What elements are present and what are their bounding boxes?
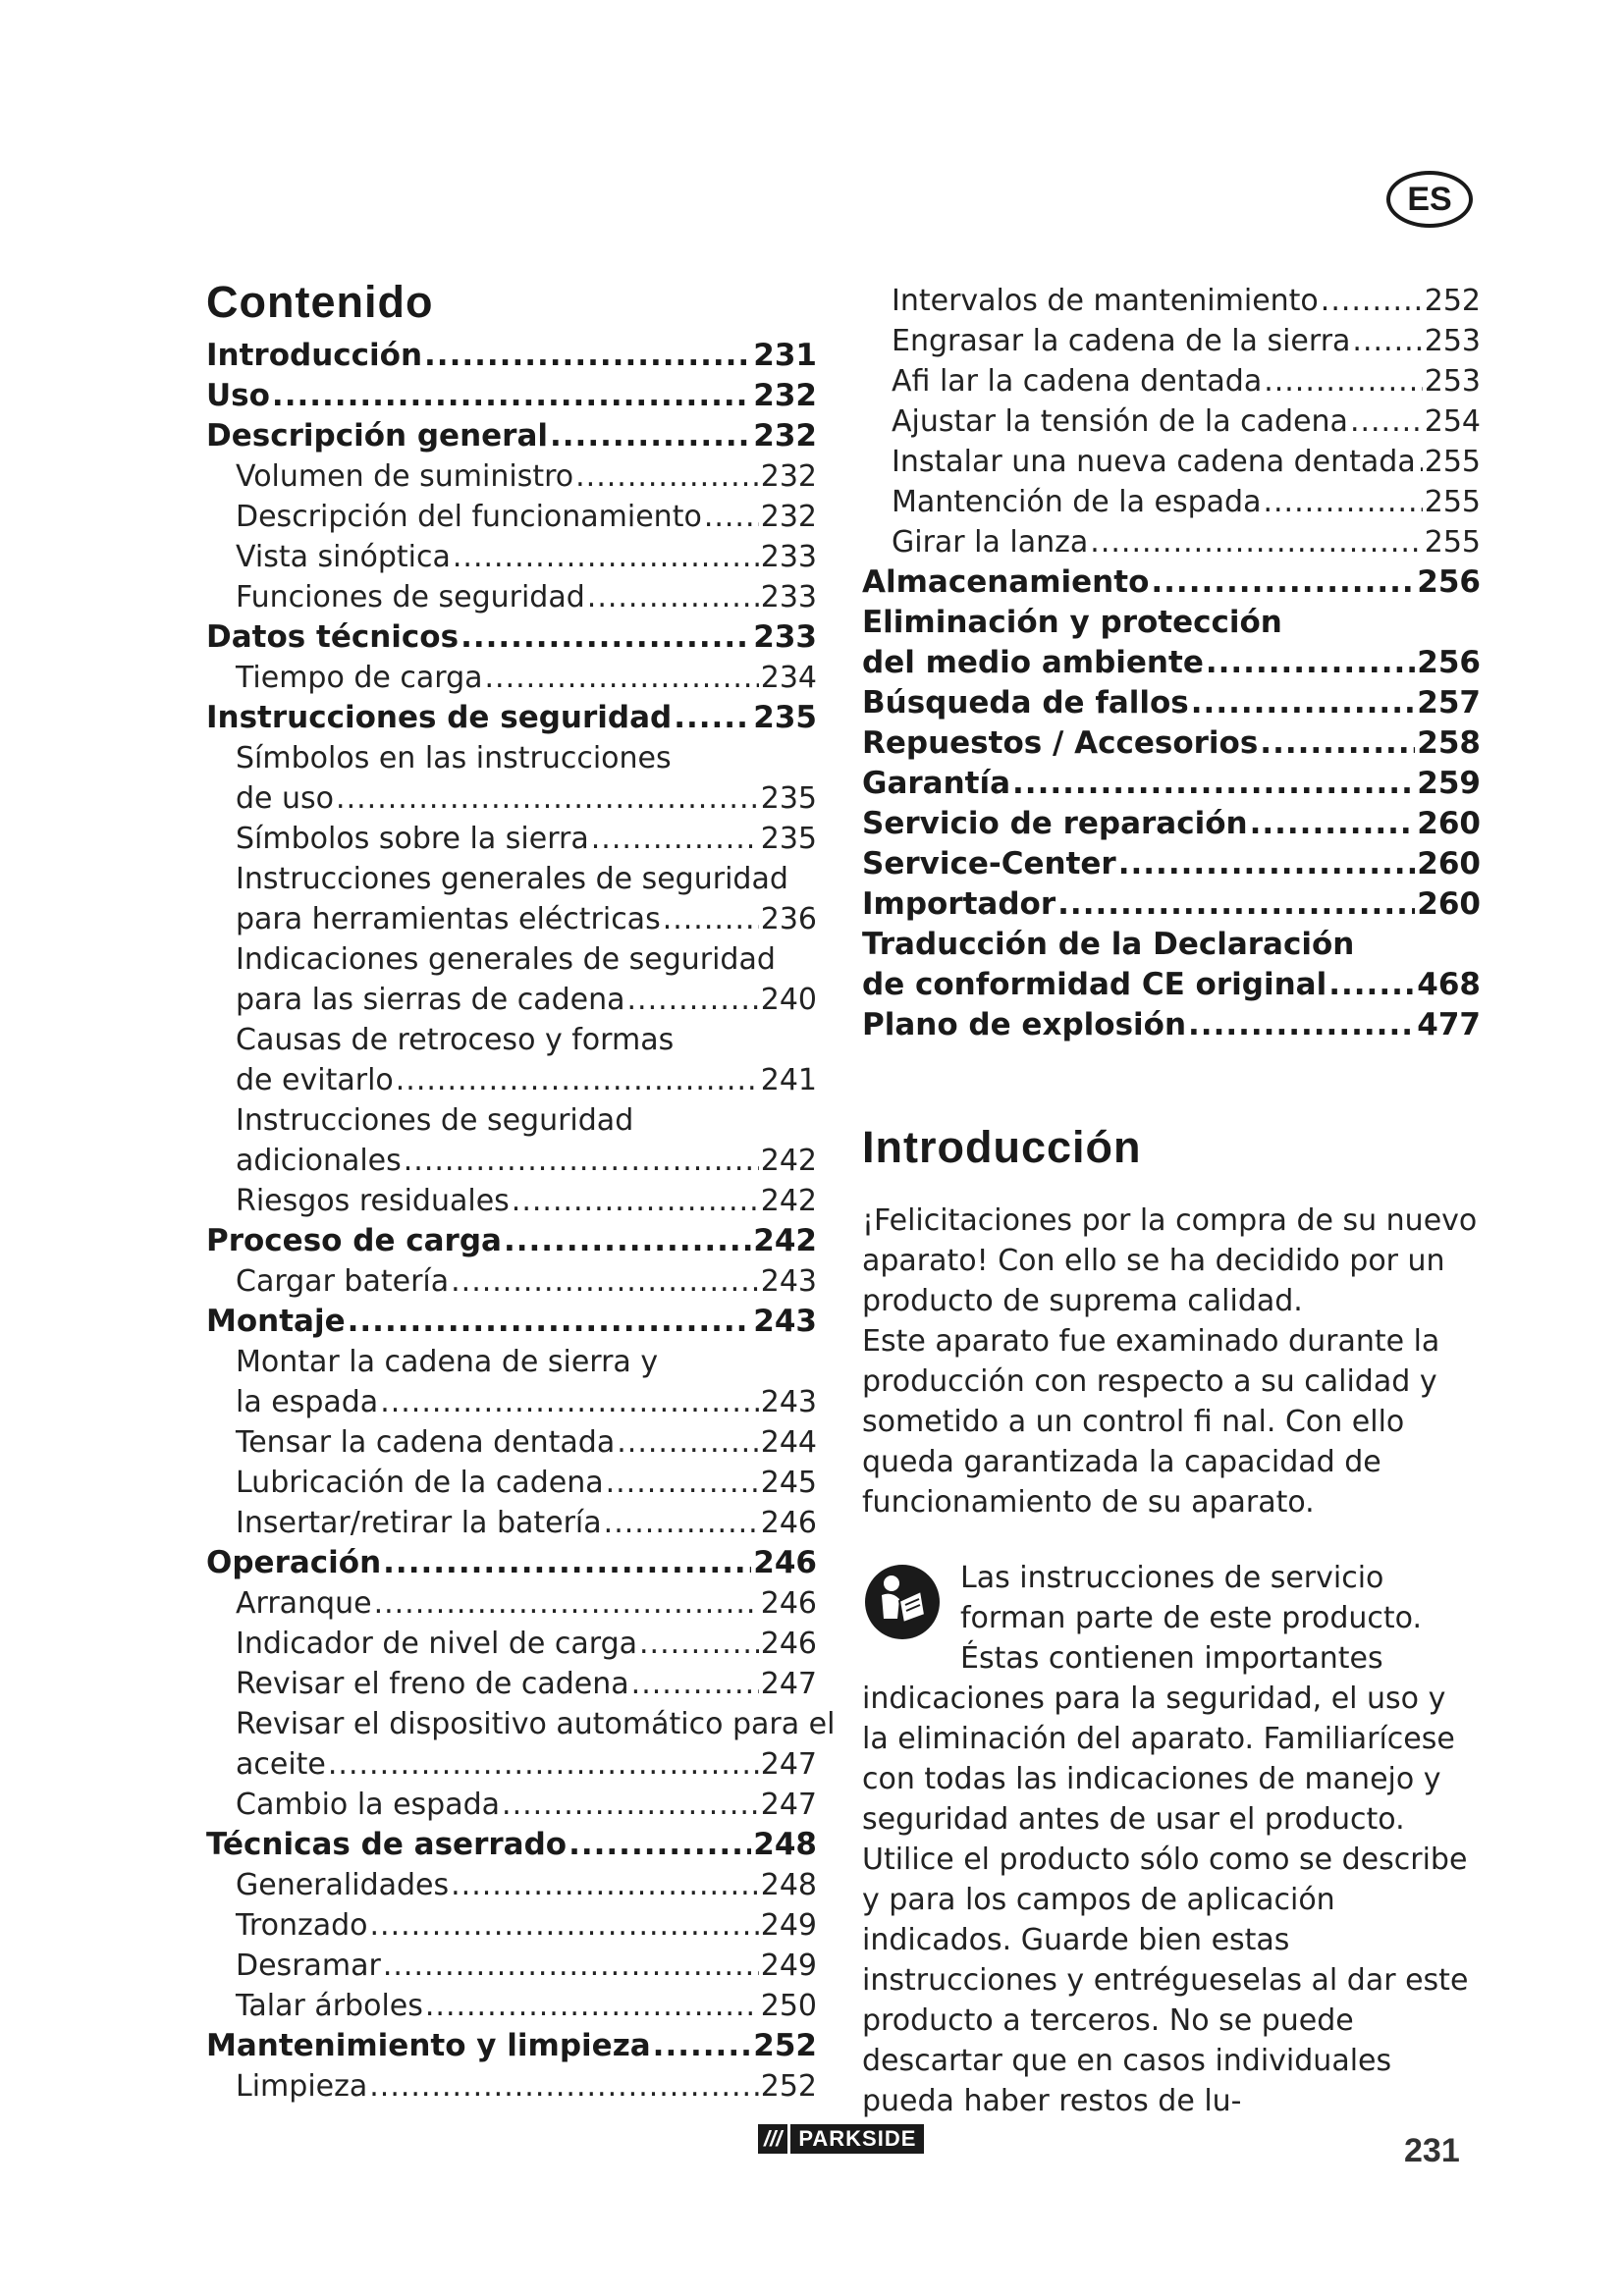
toc-leader-dots [502,1785,759,1825]
toc-entry-label: Limpieza [236,2069,368,2104]
toc-entry-page: 256 [1417,564,1481,600]
toc-entry-label: Arranque [236,1586,372,1621]
toc-leader-dots [451,1261,759,1302]
toc-entry-label: Cambio la espada [236,1788,501,1822]
toc-list-right [862,281,1481,1045]
toc-leader-dots [639,1624,759,1664]
toc-entry-label: Talar árboles [236,1989,423,2023]
toc-entry [206,1382,817,1422]
toc-leader-dots [653,2026,752,2066]
toc-entry [206,1060,817,1100]
toc-entry-label: Engrasar la cadena de la sierra [892,324,1351,358]
toc-entry-page: 260 [1417,886,1481,922]
toc-entry-label: Intervalos de mantenimiento [892,284,1319,318]
toc-entry-label: aceite [236,1747,326,1782]
toc-leader-dots [369,2066,758,2107]
toc-entry-label: Causas de retroceso y formas [236,1023,675,1057]
toc-entry [206,376,817,416]
toc-entry-page: 250 [760,1989,817,2023]
toc-entry [206,1503,817,1543]
toc-leader-dots [460,617,751,658]
toc-entry-label: Montaje [206,1304,346,1339]
toc-leader-dots [1012,764,1415,804]
toc-entry [862,764,1481,804]
toc-leader-dots [485,658,759,698]
toc-entry-page: 243 [753,1304,817,1339]
toc-leader-dots [1263,482,1422,522]
toc-entry-page: 248 [760,1868,817,1902]
toc-leader-dots [328,1744,759,1785]
toc-leader-dots [424,336,751,376]
toc-entry-label: Vista sinóptica [236,540,451,574]
toc-leader-dots [1151,562,1415,603]
toc-entry-label: Indicaciones generales de seguridad [236,942,776,977]
toc-leader-dots [451,1865,759,1905]
toc-entry-label: Generalidades [236,1868,450,1902]
intro-paragraph-1: ¡Felicitaciones por la compra de su nuevo aparato! Con ello se ha decidido por un producto de suprema calidad. [862,1203,1478,1318]
toc-entry-label: Búsqueda de fallos [862,685,1189,721]
toc-entry-label: de evitarlo [236,1063,394,1097]
toc-entry [206,1986,817,2026]
toc-entry [206,2026,817,2066]
toc-leader-dots [550,416,751,456]
toc-leader-dots [1206,643,1415,683]
toc-leader-dots [1090,522,1422,562]
toc-entry [862,442,1481,482]
toc-entry-label: de uso [236,781,335,816]
toc-entry-label: Mantenimiento y limpieza [206,2028,651,2063]
toc-entry-page: 249 [760,1908,817,1943]
toc-title: Contenido [206,277,434,327]
toc-entry-label: Importador [862,886,1056,922]
page-number: 231 [1404,2132,1460,2169]
toc-entry-label: Lubricación de la cadena [236,1466,604,1500]
toc-entry-page: 246 [760,1506,817,1540]
toc-entry-page: 254 [1424,404,1481,439]
toc-entry [862,401,1481,442]
toc-entry-label: Descripción del funcionamiento [236,500,702,534]
toc-entry-page: 232 [760,459,817,494]
intro-paragraph-2: Este aparato fue examinado durante la producción con respecto a su calidad y sometido a un control fi nal. Con ello queda garantizada la capacidad de funcionamiento de su aparato. [862,1324,1440,1520]
toc-entry-page: 260 [1417,806,1481,841]
toc-entry [206,1664,817,1704]
toc-entry-page: 258 [1417,725,1481,761]
toc-entry-page: 246 [760,1586,817,1621]
toc-entry-page: 247 [760,1667,817,1701]
toc-entry-label: Traducción de la Declaración [862,927,1355,962]
toc-leader-dots [1328,965,1415,1005]
toc-left-column [206,275,836,2107]
toc-entry-label: Servicio de reparación [862,806,1248,841]
toc-entry-label: Revisar el freno de cadena [236,1667,629,1701]
toc-leader-dots [663,899,759,939]
toc-entry-page: 249 [760,1949,817,1983]
toc-entry [862,1005,1481,1045]
toc-entry-page: 241 [760,1063,817,1097]
toc-entry [206,537,817,577]
toc-list-left [206,336,836,2107]
toc-entry-page: 240 [760,983,817,1017]
toc-entry-label: Funciones de seguridad [236,580,585,614]
toc-entry-page: 235 [760,781,817,816]
toc-entry-page: 233 [760,580,817,614]
toc-entry-label: Instrucciones de seguridad [206,700,673,735]
toc-entry-page: 232 [753,418,817,454]
toc-leader-dots [1118,844,1416,884]
toc-entry [206,1221,817,1261]
toc-entry-page: 255 [1424,485,1481,519]
language-badge: ES [1386,171,1473,228]
logo-slashes: /// [758,2124,787,2154]
toc-entry [206,617,817,658]
toc-entry [862,361,1481,401]
toc-entry-page: 247 [760,1747,817,1782]
toc-entry [206,1302,817,1342]
toc-leader-dots [591,819,759,859]
toc-leader-dots [1057,884,1415,925]
toc-entry-page: 231 [753,338,817,373]
toc-entry [206,416,817,456]
toc-entry-page: 244 [760,1425,817,1460]
toc-entry [862,522,1481,562]
toc-right-column [862,281,1481,2121]
toc-leader-dots [383,1946,759,1986]
toc-entry-label: Instalar una nueva cadena dentada [892,445,1416,479]
toc-entry-label: Descripción general [206,418,548,454]
toc-leader-dots [512,1181,759,1221]
toc-entry [206,1141,817,1181]
toc-entry [862,562,1481,603]
toc-entry-label: del medio ambiente [862,645,1204,680]
toc-entry-label: Volumen de suministro [236,459,574,494]
toc-leader-dots [336,778,759,819]
toc-entry-page: 235 [753,700,817,735]
toc-entry-page: 253 [1424,324,1481,358]
read-manual-text: Las instrucciones de servicio forman parte de este producto. Éstas contienen importantes indicaciones para la seguridad, el uso y la eliminación del aparato. Familiarícese con todas las indicaciones de manejo y seguridad antes de usar el producto. Utilice el producto sólo como se describe y para los campos de aplicación indicados. Guarde bien estas instrucciones y entrégueselas al dar este producto a terceros. No se puede descartar que en casos individuales pueda haber restos de lu- [862,1561,1469,2118]
toc-entry [206,1744,817,1785]
toc-entry-page: 257 [1417,685,1481,721]
toc-entry [206,1181,817,1221]
toc-leader-dots [627,980,759,1020]
toc-leader-dots [348,1302,752,1342]
toc-entry-label: Proceso de carga [206,1223,502,1258]
toc-entry [206,1865,817,1905]
toc-entry-label: Afi lar la cadena dentada [892,364,1263,399]
toc-entry [206,1785,817,1825]
toc-entry-label: para las sierras de cadena [236,983,625,1017]
toc-entry [206,1543,817,1583]
toc-entry [206,1946,817,1986]
toc-entry-page: 242 [760,1144,817,1178]
toc-leader-dots [1321,281,1423,321]
toc-entry [206,1422,817,1463]
toc-leader-dots [425,1986,759,2026]
toc-entry-label: Tensar la cadena dentada [236,1425,616,1460]
toc-entry [862,281,1481,321]
toc-entry-label: Tronzado [236,1908,368,1943]
toc-leader-dots [1350,401,1423,442]
toc-entry [206,819,817,859]
toc-entry-page: 247 [760,1788,817,1822]
read-manual-icon [862,1562,943,1642]
toc-entry-label: la espada [236,1385,379,1419]
toc-entry [206,456,817,497]
toc-entry-label: Garantía [862,766,1011,801]
toc-leader-dots [1418,442,1423,482]
toc-entry-label: Ajustar la tensión de la cadena [892,404,1348,439]
toc-entry [206,336,817,376]
toc-entry-label: Girar la lanza [892,525,1089,560]
toc-leader-dots [674,698,751,738]
toc-leader-dots [404,1141,759,1181]
toc-leader-dots [568,1825,751,1865]
toc-entry-page: 260 [1417,846,1481,881]
toc-entry-label: Service-Center [862,846,1116,881]
toc-entry-label: Operación [206,1545,382,1580]
toc-entry-page: 235 [760,822,817,856]
toc-entry-label: Eliminación y protección [862,605,1282,640]
toc-entry [206,1905,817,1946]
toc-leader-dots [1352,321,1422,361]
toc-entry-page: 242 [753,1223,817,1258]
toc-entry [206,497,817,537]
toc-entry [206,778,817,819]
toc-leader-dots [617,1422,758,1463]
toc-entry-label: Símbolos en las instrucciones [236,741,672,775]
toc-leader-dots [1250,804,1416,844]
toc-entry-page: 252 [760,2069,817,2104]
toc-leader-dots [396,1060,759,1100]
toc-entry [206,1261,817,1302]
toc-entry-label: para herramientas eléctricas [236,902,661,936]
toc-entry-page: 233 [760,540,817,574]
toc-entry [862,321,1481,361]
toc-leader-dots [453,537,759,577]
toc-entry-page: 233 [753,619,817,655]
toc-leader-dots [1188,1005,1415,1045]
toc-entry-label: Repuestos / Accesorios [862,725,1259,761]
toc-entry [206,577,817,617]
toc-entry [862,683,1481,723]
toc-entry-label: Plano de explosión [862,1007,1187,1042]
toc-entry-label: Montar la cadena de sierra y [236,1345,659,1379]
toc-entry-label: Tiempo de carga [236,661,483,695]
toc-leader-dots [606,1463,759,1503]
toc-entry-page: 243 [760,1264,817,1299]
toc-entry-label: Uso [206,378,270,413]
toc-entry [206,1825,817,1865]
toc-leader-dots [604,1503,759,1543]
toc-entry [206,980,817,1020]
toc-entry-page: 246 [760,1627,817,1661]
toc-entry-label: Instrucciones de seguridad [236,1103,634,1138]
toc-entry [206,1583,817,1624]
toc-entry-label: Símbolos sobre la sierra [236,822,589,856]
toc-entry [206,899,817,939]
toc-entry-page: 477 [1417,1007,1481,1042]
toc-entry-label: Riesgos residuales [236,1184,510,1218]
toc-entry-page: 245 [760,1466,817,1500]
toc-entry-page: 253 [1424,364,1481,399]
toc-entry [862,844,1481,884]
toc-leader-dots [383,1543,751,1583]
toc-entry-label: adicionales [236,1144,402,1178]
toc-entry-page: 234 [760,661,817,695]
toc-leader-dots [504,1221,751,1261]
toc-leader-dots [272,376,751,416]
toc-entry-page: 252 [1424,284,1481,318]
toc-entry [862,723,1481,764]
toc-entry-page: 243 [760,1385,817,1419]
toc-entry-label: Revisar el dispositivo automático para el [236,1707,836,1741]
toc-entry-page: 256 [1417,645,1481,680]
toc-leader-dots [374,1583,759,1624]
read-manual-note [862,1558,1481,2121]
toc-entry [206,658,817,698]
toc-entry [862,482,1481,522]
toc-entry [206,1463,817,1503]
toc-entry-page: 246 [753,1545,817,1580]
toc-entry [206,698,817,738]
toc-leader-dots [380,1382,759,1422]
toc-entry-label: Cargar batería [236,1264,450,1299]
toc-entry-page: 252 [753,2028,817,2063]
toc-entry-page: 259 [1417,766,1481,801]
toc-entry-label: de conformidad CE original [862,967,1327,1002]
toc-entry-label: Técnicas de aserrado [206,1827,568,1862]
intro-title: Introducción [862,1122,1142,1172]
toc-entry [206,1624,817,1664]
toc-entry-page: 248 [753,1827,817,1862]
toc-entry [206,2066,817,2107]
toc-entry-label: Instrucciones generales de seguridad [236,862,788,896]
toc-entry-label: Desramar [236,1949,381,1983]
toc-entry [862,965,1481,1005]
toc-entry-page: 242 [760,1184,817,1218]
toc-entry-page: 468 [1417,967,1481,1002]
toc-entry-page: 255 [1424,525,1481,560]
toc-entry-label: Indicador de nivel de carga [236,1627,637,1661]
toc-entry [862,884,1481,925]
toc-leader-dots [575,456,759,497]
toc-entry [862,804,1481,844]
toc-leader-dots [370,1905,759,1946]
logo-brand: PARKSIDE [790,2124,924,2154]
toc-leader-dots [631,1664,759,1704]
toc-entry-label: Datos técnicos [206,619,460,655]
toc-entry-label: Insertar/retirar la batería [236,1506,602,1540]
toc-leader-dots [704,497,759,537]
parkside-logo [758,2124,943,2154]
toc-entry-page: 236 [760,902,817,936]
toc-entry-page: 232 [753,378,817,413]
toc-leader-dots [1264,361,1423,401]
toc-entry-label: Almacenamiento [862,564,1150,600]
toc-entry-label: Introducción [206,338,423,373]
toc-leader-dots [1260,723,1415,764]
toc-leader-dots [1191,683,1416,723]
toc-entry-label: Mantención de la espada [892,485,1262,519]
toc-entry-page: 232 [760,500,817,534]
toc-entry-page: 255 [1424,445,1481,479]
toc-leader-dots [587,577,759,617]
toc-entry [862,643,1481,683]
